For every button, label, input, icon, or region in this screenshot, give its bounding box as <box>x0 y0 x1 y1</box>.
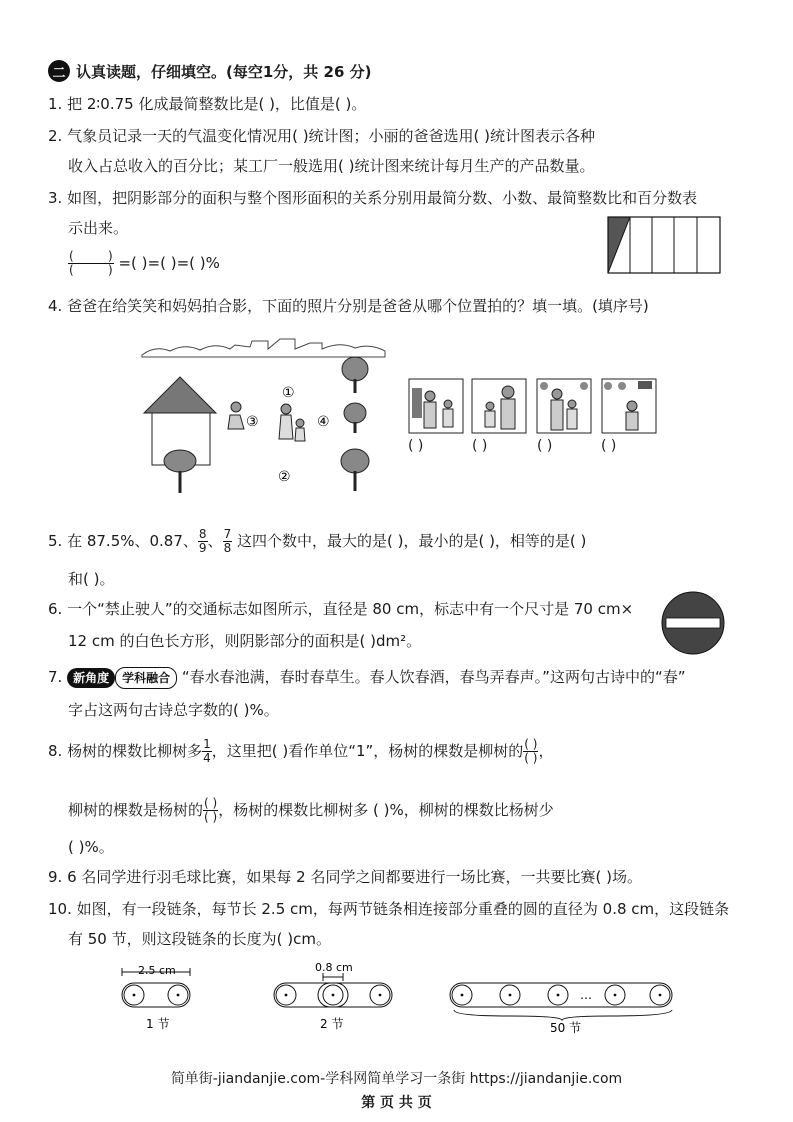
fraction-1-4: $\frac{1}{4}$ <box>203 737 211 765</box>
question-9: 9. 6 名同学进行羽毛球比赛，如果每 2 名同学之间都要进行一场比赛，一共要比赛( )场。 <box>48 868 642 886</box>
answer-fraction-blank: $\frac{( )}{( )}$ <box>204 796 218 824</box>
shaded-rectangle-figure <box>607 216 721 274</box>
question-10-line-2: 有 50 节，则这段链条的长度为( )cm。 <box>68 930 331 948</box>
caption-1-link: 1 节 <box>146 1017 170 1031</box>
no-entry-sign-figure <box>660 590 726 656</box>
question-5-line-2: 和( )。 <box>68 570 115 588</box>
photo-4-blank: ( ) <box>601 438 617 454</box>
chain-figure <box>110 962 710 1034</box>
caption-2-links: 2 节 <box>320 1017 344 1031</box>
photo-1-blank: ( ) <box>408 438 424 454</box>
answer-fraction-blank: $\frac{( )}{( )}$ <box>69 249 113 277</box>
photo-scene-figure <box>140 333 390 503</box>
question-2-line-1: 2. 气象员记录一天的气温变化情况用( )统计图；小丽的爸爸选用( )统计图表示各种 <box>48 127 596 145</box>
question-3-line-2: 示出来。 <box>68 219 129 237</box>
question-5-line-1: 5. 在 87.5%、0.87、 $\frac{8}{9}$ 、 $\frac{7}{8}$ 这四个数中，最大的是( )，最小的是( )，相等的是( ) <box>48 527 587 555</box>
photo-3 <box>537 379 591 433</box>
question-2-line-2: 收入占总收入的百分比；某工厂一般选用( )统计图来统计每月生产的产品数量。 <box>68 157 595 175</box>
question-6-line-2: 12 cm 的白色长方形，则阴影部分的面积是( )dm²。 <box>68 632 422 650</box>
photo-2 <box>472 379 526 433</box>
position-1-label: ① <box>282 385 295 401</box>
photo-options <box>408 378 660 434</box>
question-3-answer <box>68 250 220 277</box>
section-title <box>48 60 371 82</box>
page-number: 第 页 共 页 <box>361 1095 432 1111</box>
position-3-label: ③ <box>246 414 259 430</box>
link-length-label: 2.5 cm <box>138 964 176 977</box>
photo-answer-blanks <box>408 435 616 457</box>
question-4: 4. 爸爸在给笑笑和妈妈拍合影，下面的照片分别是爸爸从哪个位置拍的？填一填。(填序号) <box>48 297 649 315</box>
position-2-label: ② <box>278 469 291 485</box>
caption-50-links: 50 节 <box>550 1021 582 1034</box>
photo-2-blank: ( ) <box>472 438 488 454</box>
question-7-line-1: 7. 新角度 学科融合 “春水春池满，春时春草生。春人饮春酒，春鸟弄春声。”这两句古诗中的“春” <box>48 666 686 689</box>
question-6-line-1: 6. 一个“禁止驶人”的交通标志如图所示，直径是 80 cm，标志中有一个尺寸是 70 cm× <box>48 600 634 618</box>
chain-ellipsis: … <box>580 988 592 1002</box>
answer-fraction-blank: $\frac{( )}{( )}$ <box>524 737 538 765</box>
question-8-line-3: ( )%。 <box>68 838 114 856</box>
fraction-8-9: $\frac{8}{9}$ <box>198 527 207 555</box>
question-10-line-1: 10. 如图，有一段链条，每节长 2.5 cm，每两节链条相连接部分重叠的圆的直径为 0.8 cm，这段链条 <box>48 900 730 918</box>
new-angle-tag: 新角度 <box>67 668 115 688</box>
section-title-text: 认真读题，仔细填空。(每空1分，共 26 分) <box>76 62 372 81</box>
fraction-7-8: $\frac{7}{8}$ <box>223 527 232 555</box>
question-8-line-1: 8. 杨树的棵数比柳树多 $\frac{1}{4}$ ，这里把( )看作单位“1”，杨树的棵数是柳树的 $\frac{( )}{( )}$ ， <box>48 737 554 765</box>
question-1: 1. 把 2∶0.75 化成最简整数比是( )，比值是( )。 <box>48 95 367 113</box>
question-3-answer-tail: =( )=( )=( )% <box>118 254 220 272</box>
page-footer: 简单街-jiandanjie.com-学科网简单学习一条街 https://jiandanjie.com <box>170 1071 623 1087</box>
question-8-line-2: 柳树的棵数是杨树的 $\frac{( )}{( )}$ ，杨树的棵数比柳树多 ( )%，柳树的棵数比杨树少 <box>68 796 554 824</box>
question-3-line-1: 3. 如图，把阴影部分的面积与整个图形面积的关系分别用最简分数、小数、最简整数比和百分数表 <box>48 189 698 207</box>
photo-1 <box>409 379 463 433</box>
overlap-diameter-label: 0.8 cm <box>315 962 353 974</box>
question-7-line-2: 字占这两句古诗总字数的( )%。 <box>68 701 279 719</box>
photo-4 <box>602 379 656 433</box>
photo-3-blank: ( ) <box>537 438 553 454</box>
section-badge: 二 <box>48 60 70 82</box>
position-4-label: ④ <box>317 414 330 430</box>
subject-fusion-tag: 学科融合 <box>115 667 177 689</box>
